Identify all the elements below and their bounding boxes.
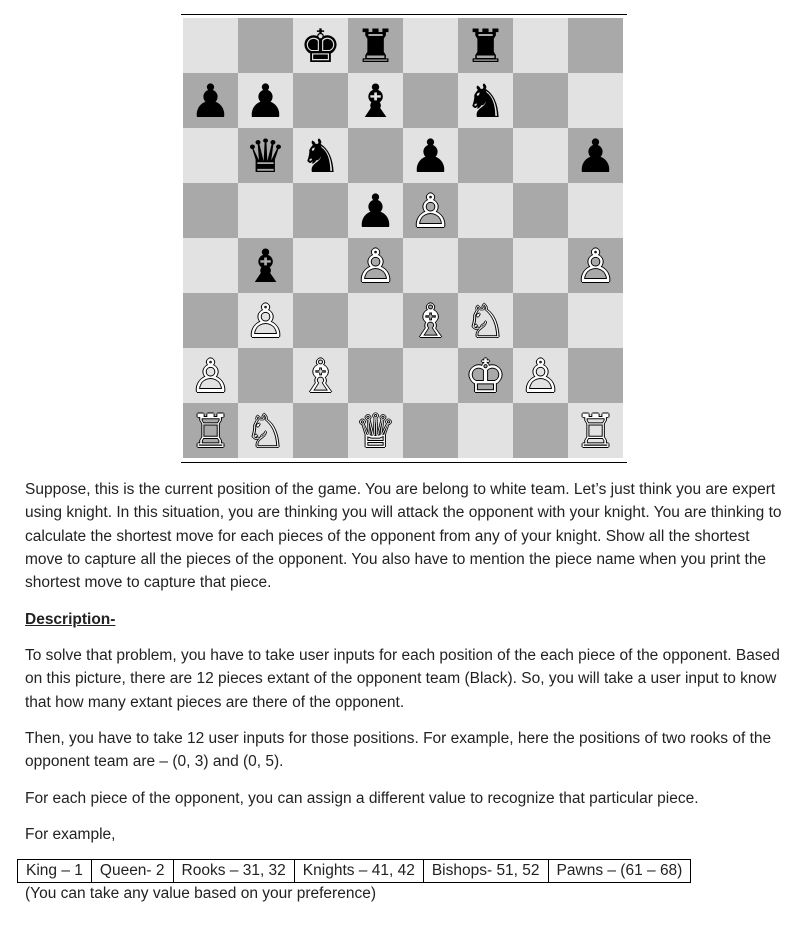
black-bishop-icon: ♝	[244, 238, 287, 293]
board-square	[403, 128, 458, 183]
knights-value-cell: Knights – 41, 42	[294, 860, 423, 883]
board-square	[238, 348, 293, 403]
board-square	[183, 348, 238, 403]
board-square	[568, 18, 623, 73]
board-square	[293, 73, 348, 128]
queen-value-cell: Queen- 2	[91, 860, 173, 883]
white-bishop-icon: ♗	[299, 348, 342, 403]
description-paragraph: To solve that problem, you have to take user inputs for each position of the each piece of the opponent. Based on this picture, there are 12 pieces extant of the opponent team (Black). So, you will take a user input to know that how many extant pieces are there of the opponent.	[25, 647, 780, 711]
white-queen-icon: ♕	[354, 403, 397, 458]
board-square	[348, 128, 403, 183]
king-value-cell: King – 1	[18, 860, 92, 883]
preference-note: (You can take any value based on your preference)	[25, 885, 376, 902]
positions-paragraph: Then, you have to take 12 user inputs for those positions. For example, here the positions of two rooks of the opponent team are – (0, 3) and (0, 5).	[25, 730, 772, 771]
board-square	[458, 238, 513, 293]
board-square	[348, 73, 403, 128]
board-square	[513, 348, 568, 403]
board-square	[458, 293, 513, 348]
board-square	[513, 183, 568, 238]
board-square	[348, 238, 403, 293]
board-square	[513, 18, 568, 73]
board-square	[238, 183, 293, 238]
white-pawn-icon: ♙	[409, 183, 452, 238]
board-square	[403, 403, 458, 458]
board-square	[293, 403, 348, 458]
board-square	[568, 403, 623, 458]
board-square	[403, 183, 458, 238]
white-pawn-icon: ♙	[574, 238, 617, 293]
board-square	[513, 403, 568, 458]
board-square	[238, 128, 293, 183]
board-square	[348, 18, 403, 73]
board-square	[513, 73, 568, 128]
black-king-icon: ♚	[299, 18, 342, 73]
board-square	[183, 403, 238, 458]
board-square	[458, 128, 513, 183]
white-knight-icon: ♘	[464, 293, 507, 348]
white-bishop-icon: ♗	[409, 293, 452, 348]
white-pawn-icon: ♙	[244, 293, 287, 348]
black-pawn-icon: ♟	[244, 73, 287, 128]
black-bishop-icon: ♝	[354, 73, 397, 128]
board-square	[238, 293, 293, 348]
board-square	[348, 403, 403, 458]
board-square	[348, 293, 403, 348]
board-square	[293, 238, 348, 293]
board-square	[183, 293, 238, 348]
board-square	[458, 403, 513, 458]
board-square	[293, 348, 348, 403]
white-king-icon: ♔	[464, 348, 507, 403]
board-square	[403, 293, 458, 348]
black-rook-icon: ♜	[354, 18, 397, 73]
board-square	[568, 238, 623, 293]
white-knight-icon: ♘	[244, 403, 287, 458]
board-square	[348, 348, 403, 403]
board-square	[568, 293, 623, 348]
board-square	[403, 238, 458, 293]
white-pawn-icon: ♙	[189, 348, 232, 403]
board-square	[568, 183, 623, 238]
values-paragraph: For each piece of the opponent, you can assign a different value to recognize that particular piece.	[25, 790, 699, 807]
black-pawn-icon: ♟	[574, 128, 617, 183]
board-square	[403, 73, 458, 128]
board-square	[293, 183, 348, 238]
example-label: For example,	[25, 826, 116, 843]
white-pawn-icon: ♙	[354, 238, 397, 293]
white-rook-icon: ♖	[189, 403, 232, 458]
white-pawn-icon: ♙	[519, 348, 562, 403]
board-square	[513, 128, 568, 183]
board-square	[293, 128, 348, 183]
board-square	[513, 238, 568, 293]
board-square	[183, 73, 238, 128]
board-square	[293, 18, 348, 73]
board-square	[568, 73, 623, 128]
board-square	[458, 348, 513, 403]
black-knight-icon: ♞	[299, 128, 342, 183]
bishops-value-cell: Bishops- 51, 52	[423, 860, 548, 883]
intro-paragraph: Suppose, this is the current position of the game. You are belong to white team. Let’s just think you are expert using knight. In this situation, you are thinking you will attack the opponent with your knight. You are thinking to calculate the shortest move for each pieces of the opponent from any of your knight. Show all the shortest move to capture all the pieces of the opponent. You also have to mention the piece name when you print the shortest move to capture that piece.	[25, 481, 782, 592]
board-square	[568, 348, 623, 403]
black-queen-icon: ♛	[244, 128, 287, 183]
board-square	[183, 18, 238, 73]
board-square	[458, 73, 513, 128]
black-pawn-icon: ♟	[189, 73, 232, 128]
piece-value-row	[18, 860, 691, 883]
black-pawn-icon: ♟	[409, 128, 452, 183]
description-heading: Description-	[25, 611, 116, 628]
board-square	[238, 403, 293, 458]
black-pawn-icon: ♟	[354, 183, 397, 238]
board-square	[348, 183, 403, 238]
pawns-value-cell: Pawns – (61 – 68)	[548, 860, 691, 883]
board-square	[568, 128, 623, 183]
white-rook-icon: ♖	[574, 403, 617, 458]
board-square	[293, 293, 348, 348]
board-square	[183, 183, 238, 238]
piece-value-table	[17, 859, 691, 883]
board-square	[238, 18, 293, 73]
board-square	[513, 293, 568, 348]
chess-board-frame	[181, 14, 627, 463]
board-square	[458, 18, 513, 73]
board-square	[238, 73, 293, 128]
black-knight-icon: ♞	[464, 73, 507, 128]
board-square	[183, 128, 238, 183]
rooks-value-cell: Rooks – 31, 32	[173, 860, 294, 883]
board-square	[183, 238, 238, 293]
chess-board	[183, 18, 623, 458]
board-square	[238, 238, 293, 293]
black-rook-icon: ♜	[464, 18, 507, 73]
board-square	[458, 183, 513, 238]
board-square	[403, 348, 458, 403]
board-square	[403, 18, 458, 73]
